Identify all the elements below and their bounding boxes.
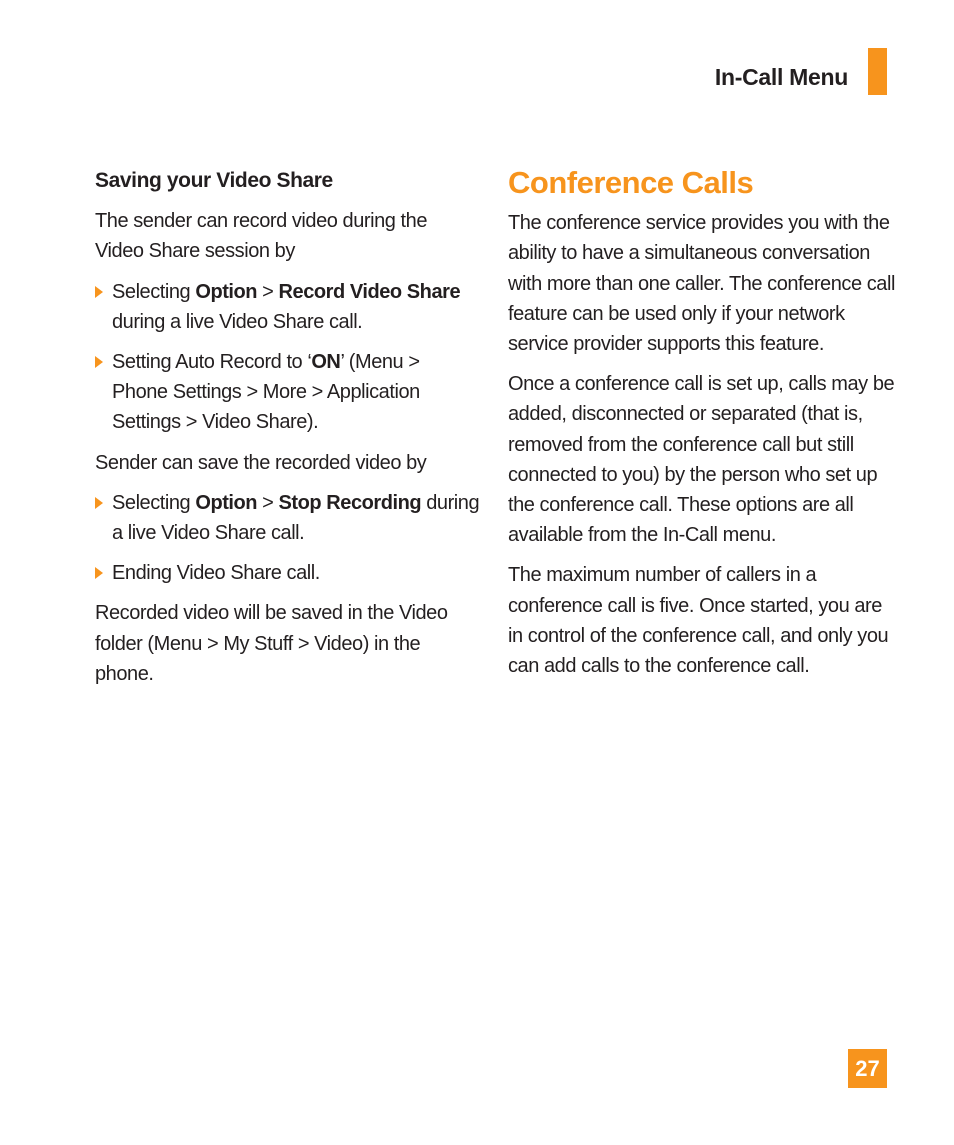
bold-option: Option — [195, 491, 258, 514]
bullet-arrow-icon — [95, 286, 103, 298]
bullet-text-end: ’ (Menu > Phone Settings > More > Application Settings > Video Share). — [112, 351, 420, 434]
page-header-title: In-Call Menu — [714, 64, 848, 90]
bullet-text-end: during a live Video Share call. — [112, 310, 363, 333]
recorded-video-location: Recorded video will be saved in the Video folder (Menu > My Stuff > Video) in the phone. — [95, 602, 448, 685]
bullet-arrow-icon — [95, 497, 103, 509]
video-share-subheading: Saving your Video Share — [95, 169, 333, 192]
header-tab-marker — [868, 48, 887, 95]
bullet-arrow-icon — [95, 356, 103, 368]
video-share-intro: The sender can record video during the Video Share session by — [95, 210, 428, 263]
separator: > — [257, 491, 279, 514]
conference-paragraph-2: Once a conference call is set up, calls may be added, disconnected or separated (that is, removed from the conference call but still connected to you) by the person who set up the conference call. These options are all available from the In-Call menu. — [508, 373, 895, 547]
conference-calls-title: Conference Calls — [508, 165, 754, 200]
bullet-arrow-icon — [95, 567, 103, 579]
bullet-text-end: during a live Video Share call. — [112, 491, 480, 545]
left-column — [95, 166, 480, 699]
bullet-text: Selecting — [112, 280, 196, 303]
bold-on: ON — [311, 351, 341, 374]
page-number: 27 — [848, 1049, 887, 1088]
bold-record-video-share: Record Video Share — [278, 280, 461, 303]
conference-paragraph-1: The conference service provides you with the ability to have a simultaneous conversation with more than one caller. The conference call feature can be used only if your network service provider supports this feature. — [508, 212, 895, 356]
bold-stop-recording: Stop Recording — [278, 491, 422, 514]
right-column — [508, 165, 898, 691]
separator: > — [257, 280, 279, 303]
save-recorded-intro: Sender can save the recorded video by — [95, 451, 427, 474]
bullet-ending-call — [95, 558, 480, 588]
bullet-auto-record — [95, 347, 480, 438]
bullet-text: Setting Auto Record to ‘ — [112, 351, 312, 374]
bullet-stop-recording — [95, 488, 480, 548]
bullet-record-option — [95, 277, 480, 337]
bold-option: Option — [195, 280, 258, 303]
bullet-text: Ending Video Share call. — [112, 562, 320, 585]
bullet-text: Selecting — [112, 491, 196, 514]
conference-paragraph-3: The maximum number of callers in a conference call is five. Once started, you are in control of the conference call, and only you can add calls to the conference call. — [508, 564, 889, 678]
